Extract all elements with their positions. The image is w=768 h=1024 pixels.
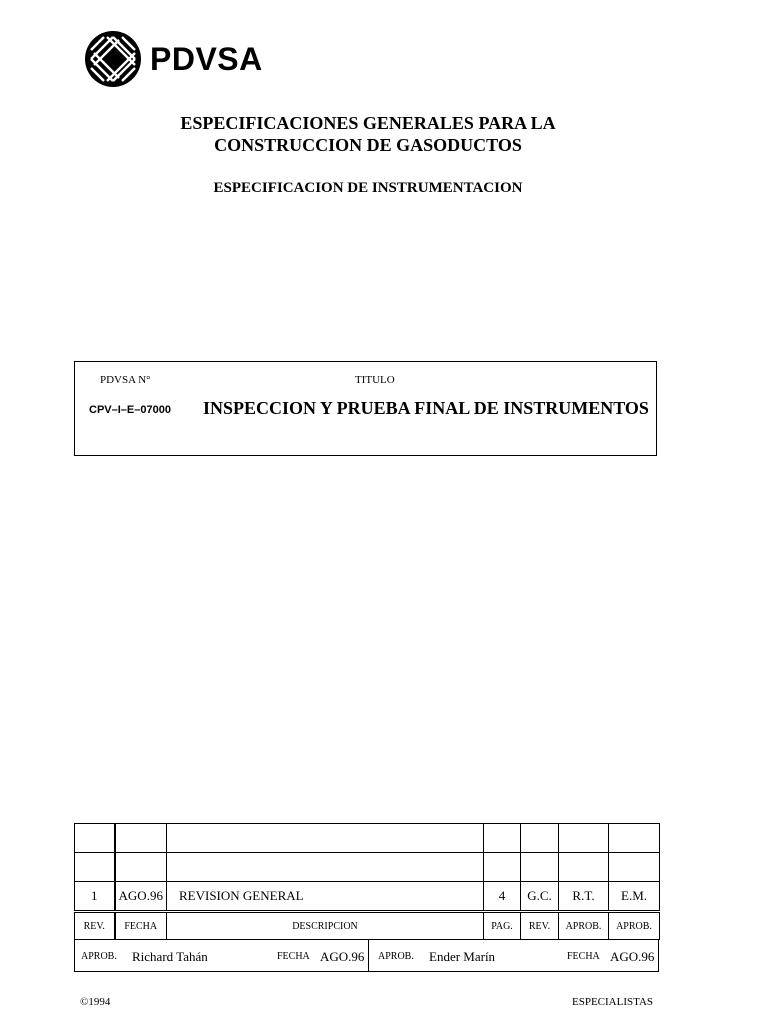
cell-aprob-2: E.M. (609, 882, 660, 912)
copyright: ©1994 (80, 996, 111, 1008)
main-title-line-1: ESPECIFICACIONES GENERALES PARA LA (180, 113, 556, 133)
fecha-label-2: FECHA (567, 951, 600, 962)
fecha-label-1: FECHA (277, 951, 310, 962)
document-main-title (0, 112, 736, 156)
fecha-value-2: AGO.96 (610, 949, 655, 964)
empty-row (75, 824, 660, 853)
cell-pag: 4 (484, 882, 521, 912)
approval-row (74, 940, 659, 972)
doc-number: CPV–I–E–07000 (89, 404, 171, 416)
pdvsa-logo (84, 30, 284, 90)
cell-descripcion: REVISION GENERAL (167, 882, 484, 912)
doc-number-label: PDVSA N° (100, 374, 151, 386)
table-row (75, 882, 660, 912)
cell-rev-by: G.C. (521, 882, 559, 912)
header-descripcion: DESCRIPCION (167, 912, 484, 940)
cell-aprob-1: R.T. (559, 882, 609, 912)
revision-table (74, 823, 660, 940)
divider (368, 940, 369, 972)
empty-row (75, 853, 660, 882)
header-rev: REV. (75, 912, 115, 940)
cell-fecha: AGO.96 (115, 882, 167, 912)
aprob-name-2: Ender Marín (429, 949, 496, 964)
header-rev-by: REV. (521, 912, 559, 940)
cell-rev: 1 (75, 882, 115, 912)
pdvsa-mark-icon (84, 30, 142, 88)
logo-text: PDVSA (150, 41, 263, 77)
header-aprob-2: APROB. (609, 912, 660, 940)
titulo-label: TITULO (355, 374, 395, 386)
aprob-label-2: APROB. (378, 951, 414, 962)
aprob-name-1: Richard Tahán (132, 949, 208, 964)
doc-title: INSPECCION Y PRUEBA FINAL DE INSTRUMENTOS (203, 398, 649, 418)
title-box (74, 361, 657, 456)
header-fecha: FECHA (115, 912, 167, 940)
table-header-row (75, 912, 660, 940)
fecha-value-1: AGO.96 (320, 949, 365, 964)
footer-label: ESPECIALISTAS (572, 996, 654, 1008)
document-subtitle: ESPECIFICACION DE INSTRUMENTACION (213, 180, 523, 196)
aprob-label-1: APROB. (81, 951, 117, 962)
main-title-line-2: CONSTRUCCION DE GASODUCTOS (214, 135, 522, 155)
header-aprob-1: APROB. (559, 912, 609, 940)
header-pag: PAG. (484, 912, 521, 940)
